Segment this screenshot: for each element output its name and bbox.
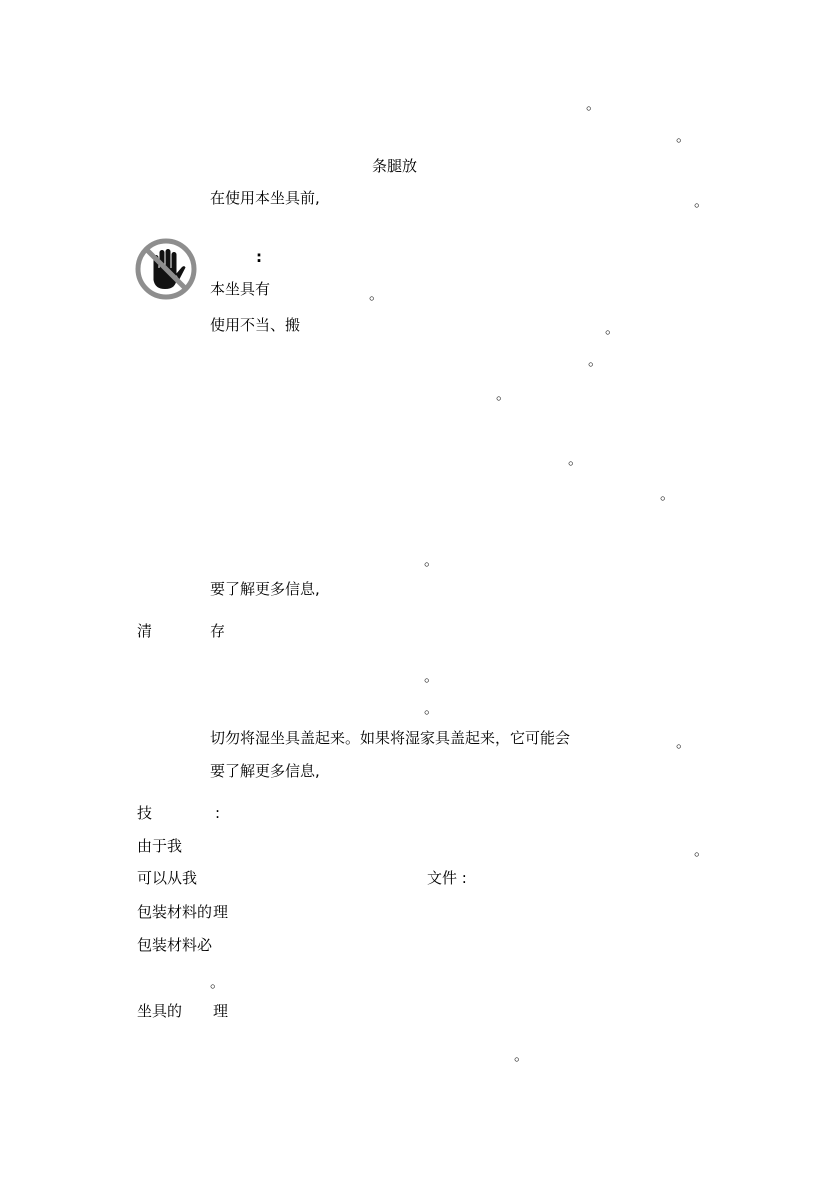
period-mark: 。: [496, 385, 512, 403]
period-mark: 。: [424, 667, 440, 685]
text-fragment: 在使用本坐具前,: [210, 189, 320, 207]
period-mark: 。: [676, 733, 692, 751]
section-heading: 包装材料的: [137, 903, 213, 921]
section-heading: 存: [210, 622, 226, 640]
period-mark: 。: [369, 285, 385, 303]
section-heading: 坐具的: [137, 1002, 183, 1020]
section-heading: 理: [213, 903, 229, 921]
section-heading: 技: [137, 804, 153, 822]
text-fragment: 使用不当、搬: [210, 316, 301, 334]
period-mark: 。: [694, 841, 710, 859]
text-fragment: 文件 :: [427, 869, 467, 887]
section-heading: 清: [137, 622, 153, 640]
period-mark: 。: [586, 95, 602, 113]
text-fragment: 要了解更多信息,: [210, 762, 320, 780]
period-mark: 。: [588, 351, 604, 369]
text-fragment: 由于我: [137, 837, 183, 855]
text-fragment: 可以从我: [137, 869, 198, 887]
section-heading: 理: [213, 1002, 229, 1020]
period-mark: 。: [424, 551, 440, 569]
section-heading: :: [215, 804, 221, 822]
text-fragment: 条腿放: [372, 157, 418, 175]
warning-colon: :: [256, 248, 262, 266]
period-mark: 。: [694, 192, 710, 210]
text-fragment: 包装材料必: [137, 936, 213, 954]
period-mark: 。: [605, 319, 621, 337]
text-fragment: 本坐具有: [210, 280, 271, 298]
period-mark: 。: [568, 450, 584, 468]
period-mark: 。: [210, 973, 226, 991]
period-mark: 。: [660, 485, 676, 503]
text-fragment: 切勿将湿坐具盖起来。如果将湿家具盖起来，它可能会: [210, 729, 571, 747]
period-mark: 。: [676, 127, 692, 145]
text-fragment: 要了解更多信息,: [210, 580, 320, 598]
period-mark: 。: [424, 699, 440, 717]
no-touch-hand-icon: [135, 238, 197, 300]
period-mark: 。: [514, 1046, 530, 1064]
